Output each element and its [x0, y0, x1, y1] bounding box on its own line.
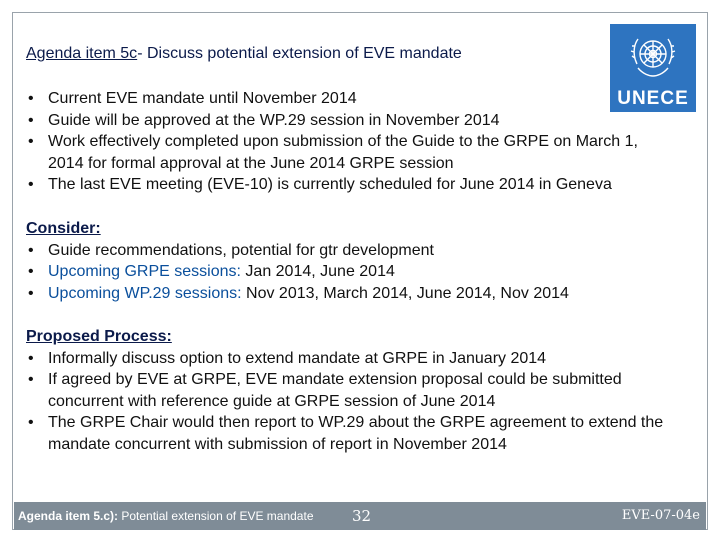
list-item-text: Nov 2013, March 2014, June 2014, Nov 2014 [241, 284, 569, 302]
bullet: • [28, 263, 34, 280]
list-item [26, 240, 692, 262]
bullet: • [28, 349, 34, 367]
list-item-text: Current EVE mandate until November 2014 [48, 90, 357, 107]
footer-title: Potential extension of EVE mandate [118, 509, 314, 523]
list-item-label: Upcoming WP.29 sessions: [48, 284, 242, 302]
process-section [26, 326, 676, 455]
status-list [26, 88, 692, 196]
list-item [26, 110, 692, 132]
list-item-text: Guide will be approved at the WP.29 session in November 2014 [48, 111, 500, 129]
list-item [26, 131, 640, 174]
bullet: • [28, 133, 34, 150]
list-item-text: Jan 2014, June 2014 [240, 263, 395, 280]
unece-wordmark: UNECE [617, 88, 689, 109]
list-item-text: The last EVE meeting (EVE-10) is currently scheduled for June 2014 in Geneva [48, 176, 612, 193]
un-emblem-icon [629, 30, 677, 82]
list-item [26, 348, 676, 370]
title-text: - Discuss potential extension of EVE mandate [137, 45, 462, 62]
list-item [26, 412, 678, 455]
bullet: • [28, 90, 34, 107]
slide-footer [14, 502, 706, 530]
page-number: 32 [352, 507, 372, 525]
list-item-text: Informally discuss option to extend mandate at GRPE in January 2014 [48, 349, 547, 367]
consider-section [26, 218, 692, 304]
process-heading: Proposed Process: [26, 328, 172, 345]
list-item [26, 88, 692, 110]
bullet: • [28, 371, 34, 388]
list-item-text: Guide recommendations, potential for gtr development [48, 241, 434, 259]
title-agenda-ref: Agenda item 5c [26, 45, 138, 62]
bullet: • [28, 111, 34, 129]
list-item [26, 174, 692, 196]
consider-heading: Consider: [26, 220, 101, 237]
footer-label [18, 509, 314, 523]
bullet: • [28, 176, 34, 193]
bullet: • [28, 284, 34, 302]
bullet: • [28, 241, 34, 259]
list-item [26, 261, 692, 283]
list-item-text: The GRPE Chair would then report to WP.29 about the GRPE agreement to extend the mandate concurrent with submission of report in November 2014 [48, 414, 664, 453]
list-item-text: Work effectively completed upon submission of the Guide to the GRPE on March 1, 2014 for formal approval at the June 2014 GRPE session [48, 133, 638, 172]
slide-title [26, 45, 462, 63]
footer-agenda-ref: Agenda item 5.c): [18, 509, 119, 523]
list-item [26, 369, 636, 412]
list-item-label: Upcoming GRPE sessions: [48, 263, 241, 280]
list-item [26, 283, 692, 305]
list-item-text: If agreed by EVE at GRPE, EVE mandate extension proposal could be submitted concurrent with reference guide at GRPE session of June 2014 [48, 371, 622, 410]
document-code: EVE-07-04e [621, 508, 700, 523]
bullet: • [28, 414, 34, 431]
